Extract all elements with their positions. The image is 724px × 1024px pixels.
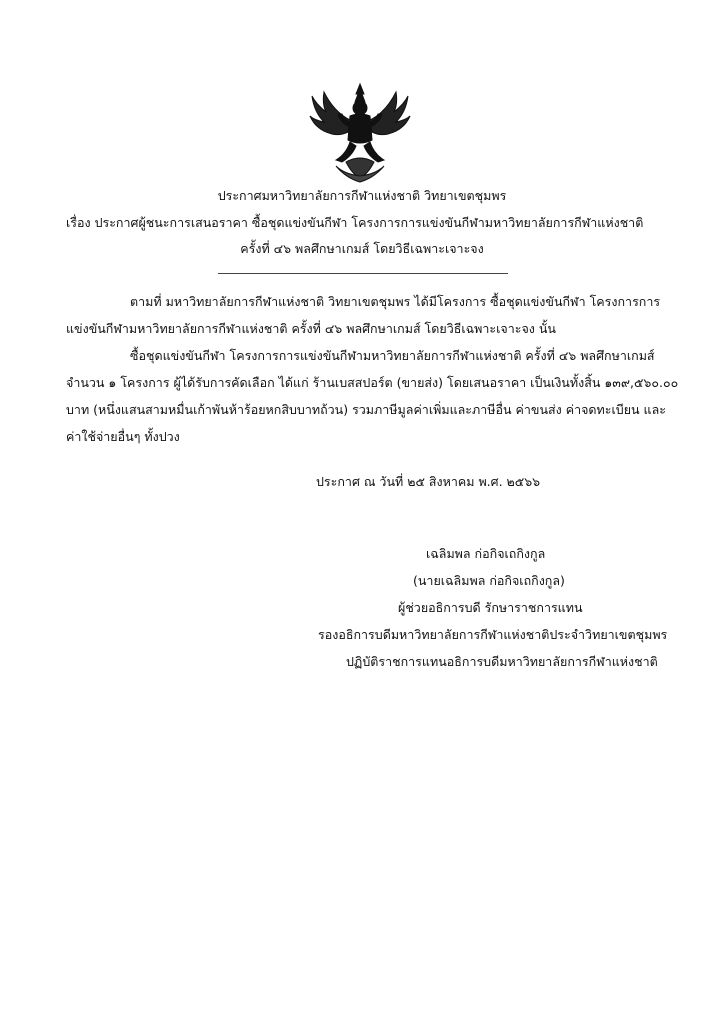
- garuda-emblem: [306, 82, 414, 184]
- paragraph-2-line-3: บาท (หนึ่งแสนสามหมื่นเก้าพันห้าร้อยหกสิบบาทถ้วน) รวมภาษีมูลค่าเพิ่มและภาษีอื่น ค่าขนส่ง ค่าจดทะเบียน และ: [66, 402, 666, 417]
- paragraph-2-line-2: จำนวน ๑ โครงการ ผู้ได้รับการคัดเลือก ได้แก่ ร้านเบสสปอร์ต (ขายส่ง) โดยเสนอราคา เป็นเงินทั้งสิ้น ๑๓๙,๕๖๐.๐๐: [66, 375, 679, 390]
- announcement-title: ประกาศมหาวิทยาลัยการกีฬาแห่งชาติ วิทยาเขตชุมพร: [217, 188, 507, 203]
- paragraph-1-line-2: แข่งขันกีฬามหาวิทยาลัยการกีฬาแห่งชาติ ครั้งที่ ๔๖ พลศึกษาเกมส์ โดยวิธีเฉพาะเจาะจง นั้น: [66, 321, 556, 336]
- announcement-date: ประกาศ ณ วันที่ ๒๕ สิงหาคม พ.ศ. ๒๕๖๖: [316, 474, 541, 489]
- signer-name: เฉลิมพล ก่อกิจเถกิงกูล: [426, 546, 546, 561]
- signer-position-2: รองอธิการบดีมหาวิทยาลัยการกีฬาแห่งชาติประจำวิทยาเขตชุมพร: [318, 627, 668, 642]
- announcement-subject-line2: ครั้งที่ ๔๖ พลศึกษาเกมส์ โดยวิธีเฉพาะเจาะจง: [240, 241, 484, 256]
- paragraph-2-line-1: ซื้อชุดแข่งขันกีฬา โครงการการแข่งขันกีฬามหาวิทยาลัยการกีฬาแห่งชาติ ครั้งที่ ๔๖ พลศึกษาเกมส์: [130, 348, 655, 363]
- divider-line: [218, 273, 508, 274]
- paragraph-1-line-1: ตามที่ มหาวิทยาลัยการกีฬาแห่งชาติ วิทยาเขตชุมพร ได้มีโครงการ ซื้อชุดแข่งขันกีฬา โครงการการ: [130, 294, 661, 309]
- paragraph-2-line-4: ค่าใช้จ่ายอื่นๆ ทั้งปวง: [66, 429, 180, 444]
- signer-full-name: (นายเฉลิมพล ก่อกิจเถกิงกูล): [413, 573, 565, 588]
- signer-position-1: ผู้ช่วยอธิการบดี รักษาราชการแทน: [398, 600, 583, 615]
- signer-position-3: ปฏิบัติราชการแทนอธิการบดีมหาวิทยาลัยการกีฬาแห่งชาติ: [346, 654, 658, 669]
- announcement-subject: เรื่อง ประกาศผู้ชนะการเสนอราคา ซื้อชุดแข่งขันกีฬา โครงการการแข่งขันกีฬามหาวิทยาลัยการกีฬาแห่งชาติ: [66, 215, 644, 230]
